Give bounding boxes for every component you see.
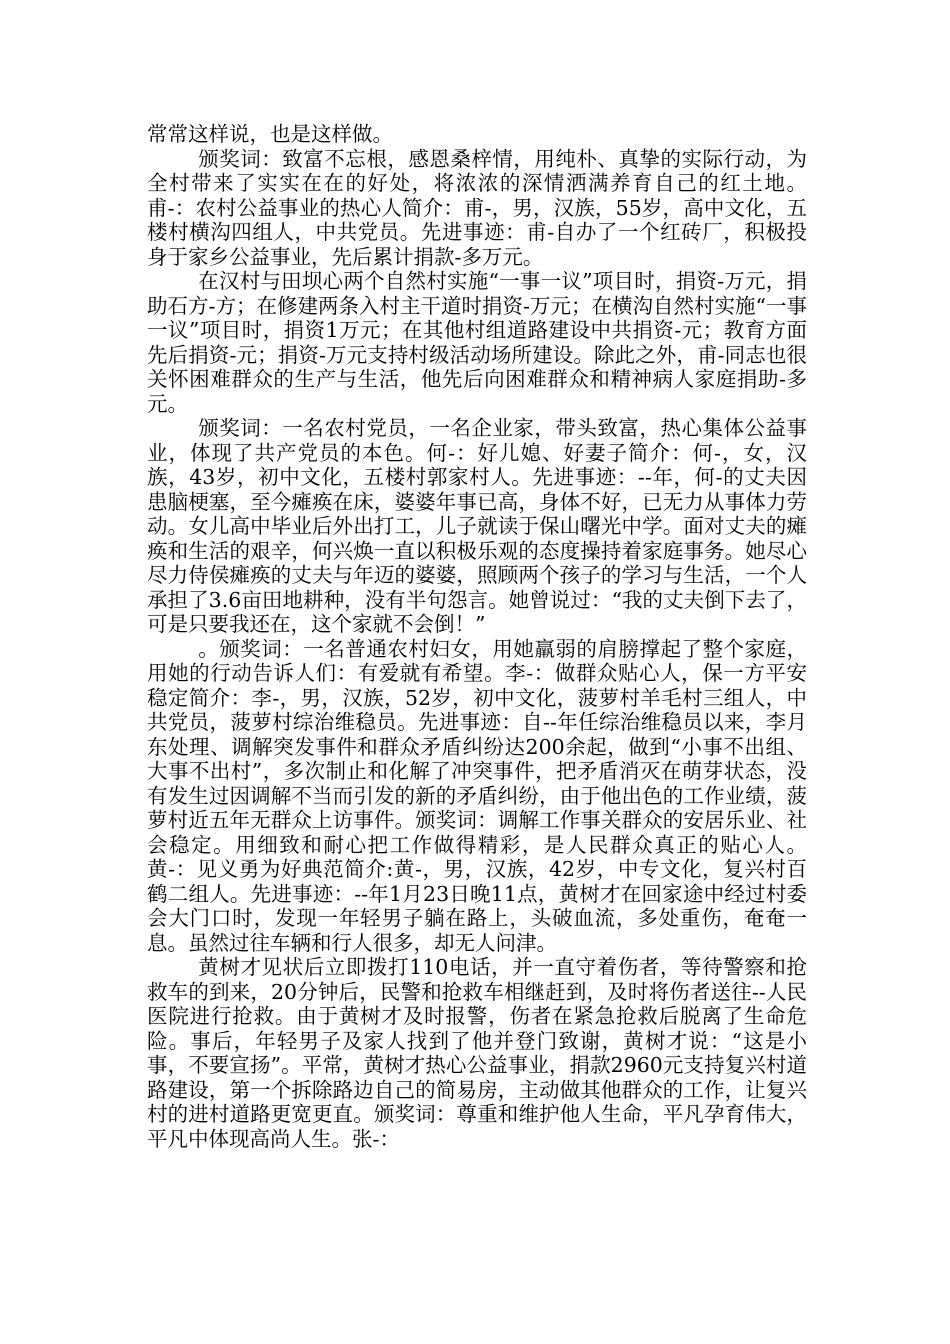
paragraph-3: 在汉村与田坝心两个自然村实施“一事一议”项目时，捐资-万元，捐助石方-方；在修建两条入村主干道时捐资-万元；在横沟自然村实施“一事一议”项目时，捐资1万元；在其他村组道路建设中共捐资-元；教育方面先后捐资-元；捐资-万元支持村级活动场所建设。除此之外，甫-同志也很关怀困难群众的生产与生活，他先后向困难群众和精神病人家庭捐助-多元。 xyxy=(147,269,807,416)
paragraph-5: 。颁奖词：一名普通农村妇女，用她羸弱的肩膀撑起了整个家庭，用她的行动告诉人们：有爱就有希望。李-：做群众贴心人，保一方平安稳定简介：李-，男，汉族，52岁，初中文化，菠萝村羊毛村三组人，中共党员，菠萝村综治维稳员。先进事迹：自--年任综治维稳员以来，李月东处理、调解突发事件和群众矛盾纠纷达200余起，做到“小事不出组、大事不出村”，多次制止和化解了冲突事件，把矛盾消灭在萌芽状态，没有发生过因调解不当而引发的新的矛盾纠纷，由于他出色的工作业绩，菠萝村近五年无群众上访事件。颁奖词：调解工作事关群众的安居乐业、社会稳定。用细致和耐心把工作做得精彩，是人民群众真正的贴心人。黄-：见义勇为好典范简介:黄-，男，汉族，42岁，中专文化，复兴村百鹤二组人。先进事迹：--年1月23日晚11点，黄树才在回家途中经过村委会大门口时，发现一年轻男子躺在路上，头破血流，多处重伤，奄奄一息。虽然过往车辆和行人很多，却无人问津。 xyxy=(147,636,807,955)
paragraph-2: 颁奖词：致富不忘根，感恩桑梓情，用纯朴、真挚的实际行动，为全村带来了实实在在的好处，将浓浓的深情洒满养育自己的红土地。甫-：农村公益事业的热心人简介：甫-，男，汉族，55岁，高中文化，五楼村横沟四组人，中共党员。先进事迹：甫-自办了一个红砖厂，积极投身于家乡公益事业，先后累计捐款-多万元。 xyxy=(147,146,807,269)
document-body xyxy=(147,122,807,1151)
paragraph-4: 颁奖词：一名农村党员，一名企业家，带头致富，热心集体公益事业，体现了共产党员的本色。何-：好儿媳、好妻子简介：何-，女，汉族，43岁，初中文化，五楼村郭家村人。先进事迹：--年，何-的丈夫因患脑梗塞，至今瘫痪在床，婆婆年事已高，身体不好，已无力从事体力劳动。女儿高中毕业后外出打工，儿子就读于保山曙光中学。面对丈夫的瘫痪和生活的艰辛，何兴焕一直以积极乐观的态度操持着家庭事务。她尽心尽力侍侯瘫痪的丈夫与年迈的婆婆，照顾两个孩子的学习与生活，一个人承担了3.6亩田地耕种，没有半句怨言。她曾说过：“我的丈夫倒下去了，可是只要我还在，这个家就不会倒！” xyxy=(147,416,807,636)
paragraph-1: 常常这样说，也是这样做。 xyxy=(147,122,393,146)
paragraph-6: 黄树才见状后立即拨打110电话，并一直守着伤者，等待警察和抢救车的到来，20分钟后，民警和抢救车相继赶到，及时将伤者送往--人民医院进行抢救。由于黄树才及时报警，伤者在紧急抢救后脱离了生命危险。事后，年轻男子及家人找到了他并登门致谢，黄树才说：“这是小事，不要宣扬”。平常，黄树才热心公益事业，捐款2960元支持复兴村道路建设，第一个拆除路边自己的简易房，主动做其他群众的工作，让复兴村的进村道路更宽更直。颁奖词：尊重和维护他人生命，平凡孕育伟大，平凡中体现高尚人生。张-： xyxy=(147,955,807,1151)
